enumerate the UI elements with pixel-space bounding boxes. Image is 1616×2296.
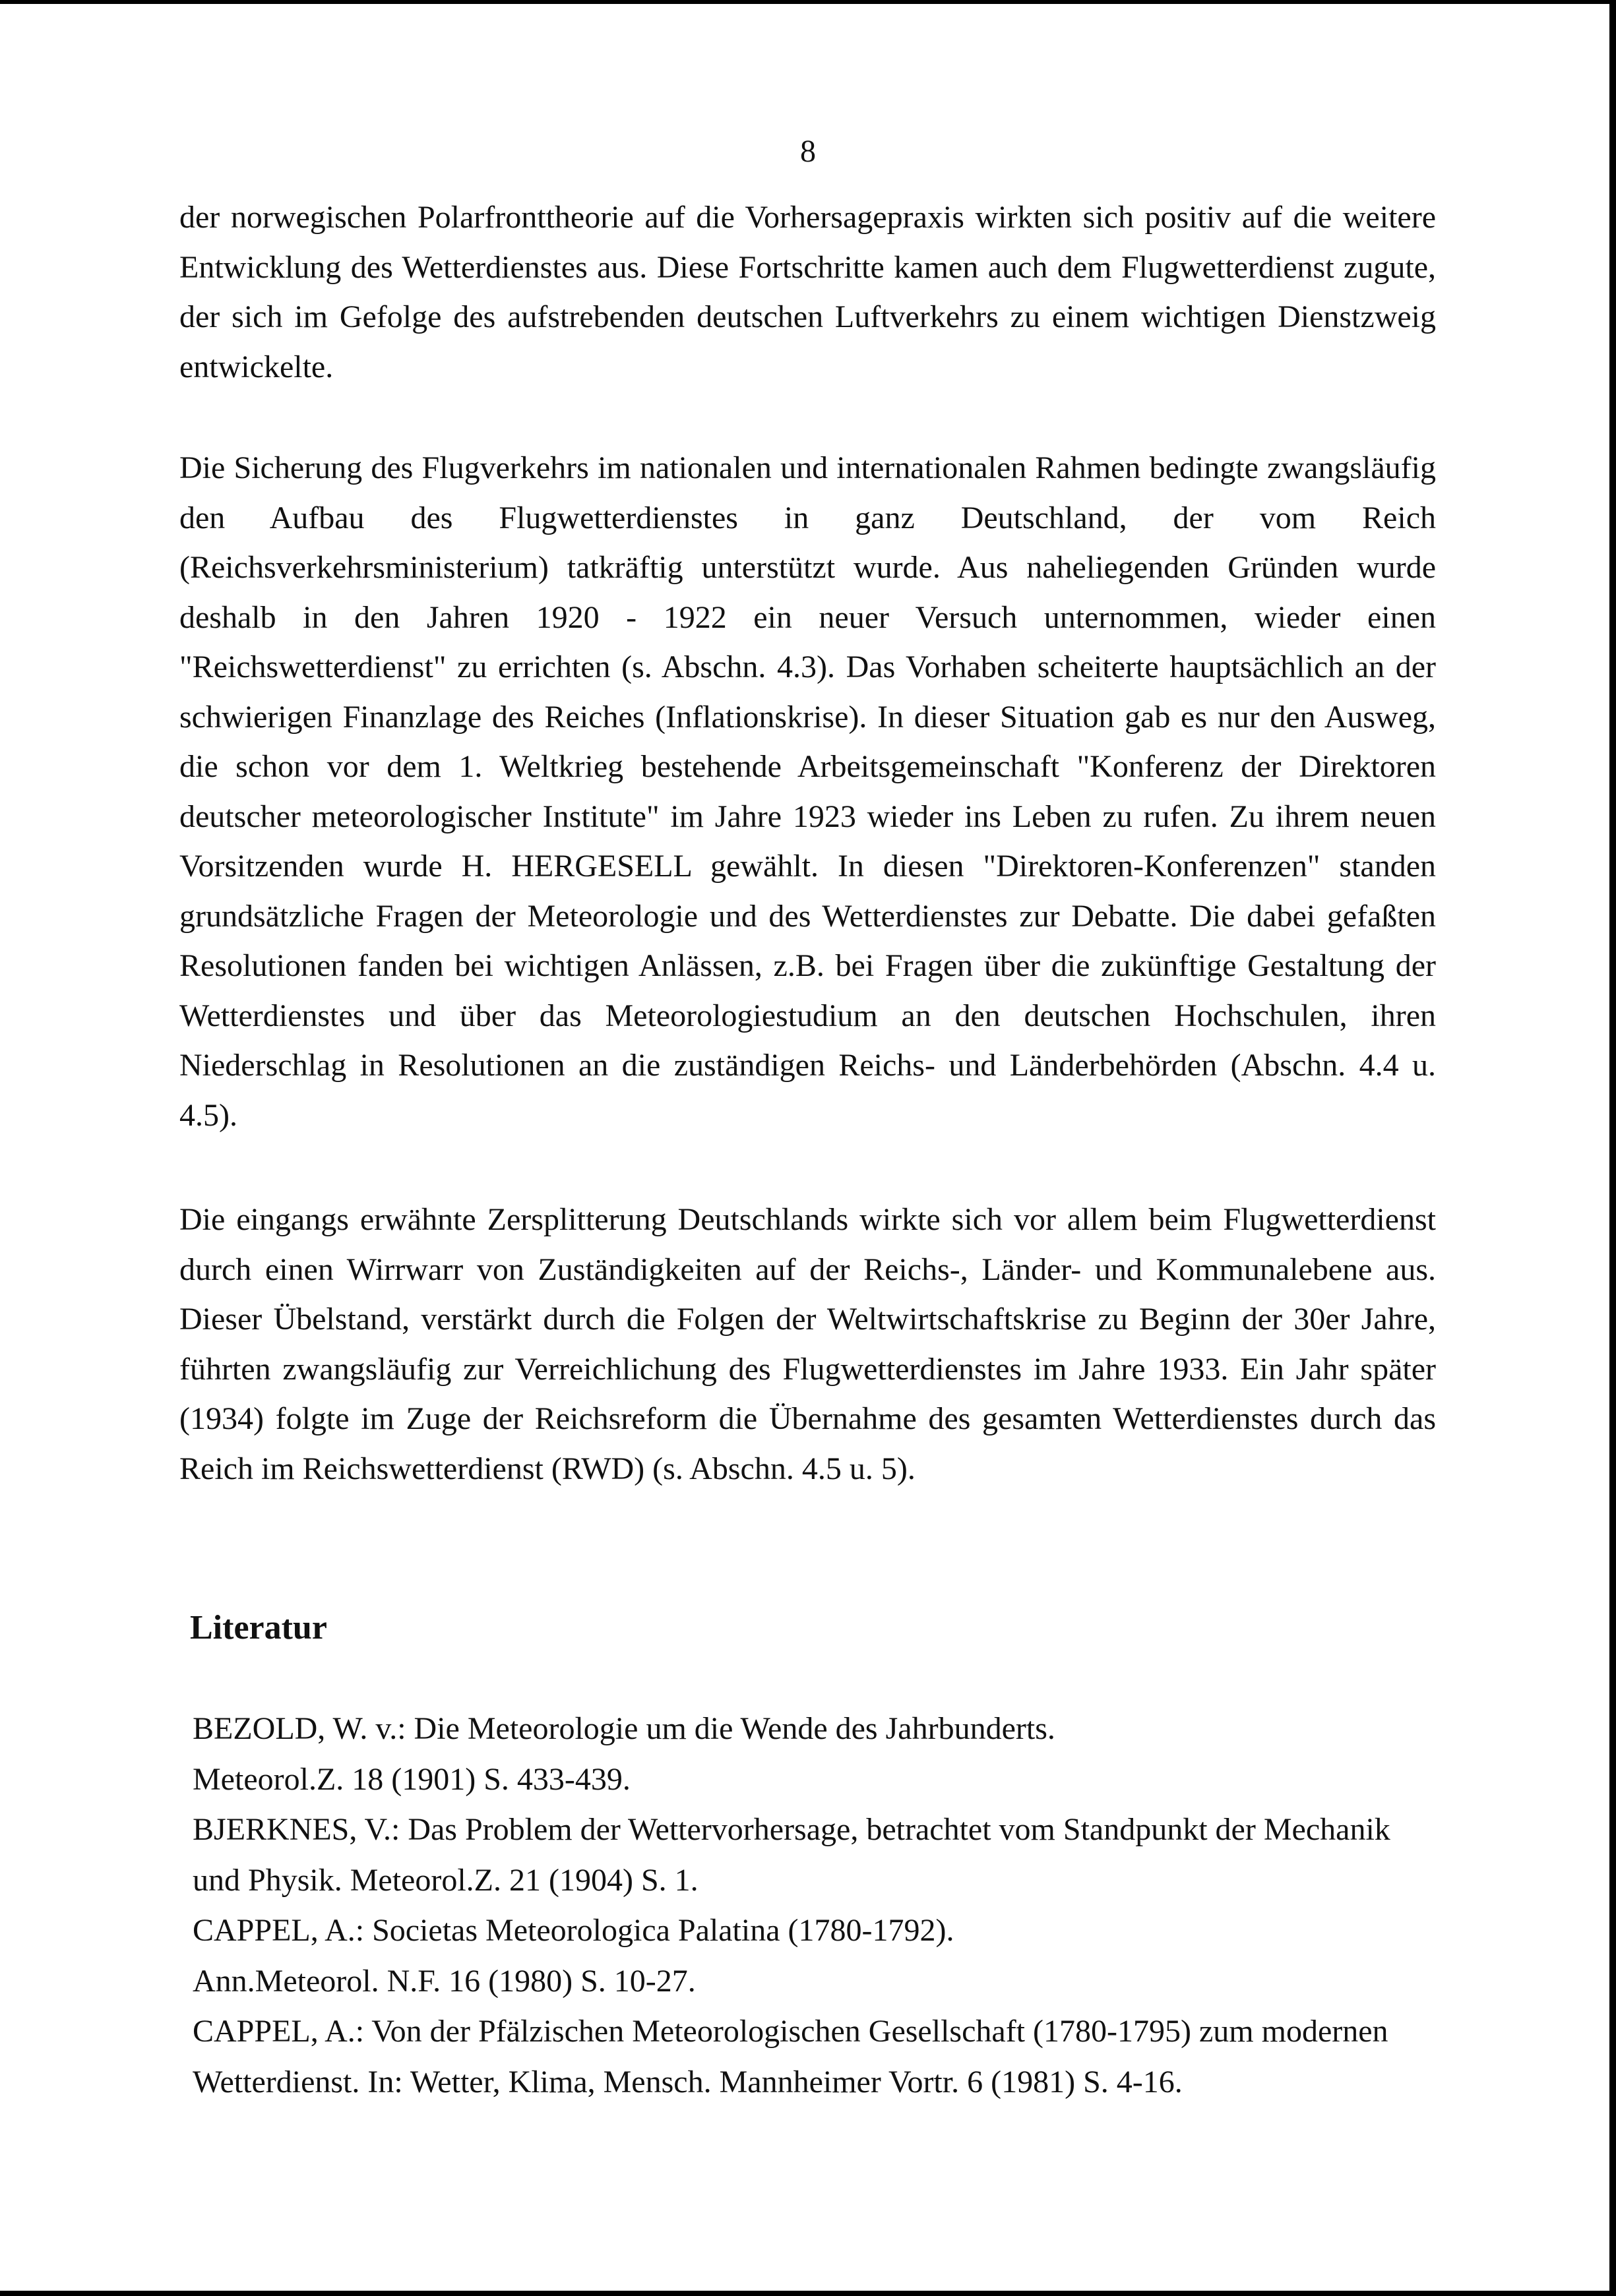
reference-line: Wetterdienst. In: Wetter, Klima, Mensch. Mannheimer Vortr. 6 (1981) S. 4-16. xyxy=(193,2064,1183,2100)
paragraph-flight-weather-service: Die Sicherung des Flugverkehrs im nationalen und internationalen Rahmen bedingte zwangsläufig den Aufbau des Flugwetterdienstes in ganz Deutschland, der vom Reich (Reichsverkehrsministerium) tatkräftig unterstützt wurde. Aus naheliegenden Gründen wurde deshalb in den Jahren 1920 - 1922 ein neuer Versuch unternommen, wieder einen "Reichswetterdienst" zu errichten (s. Abschn. 4.3). Das Vorhaben scheiterte hauptsächlich an der schwierigen Finanzlage des Reiches (Inflationskrise). In dieser Situation gab es nur den Ausweg, die schon vor dem 1. Weltkrieg bestehende Arbeitsgemeinschaft "Konferenz der Direktoren deutscher meteorologischer Institute" im Jahre 1923 wieder ins Leben zu rufen. Zu ihrem neuen Vorsitzenden wurde H. HERGESELL gewählt. In diesen "Direktoren-Konferenzen" standen grundsätzliche Fragen der Meteorologie und des Wetterdienstes zur Debatte. Die dabei gefaßten Resolutionen fanden bei wichtigen Anlässen, z.B. bei Fragen über die zukünftige Gestaltung der Wetterdienstes und über das Meteorologiestudium an den deutschen Hochschulen, ihren Niederschlag in Resolutionen an die zuständigen Reichs- und Länderbehörden (Abschn. 4.4 u. 4.5). xyxy=(179,450,1436,1133)
literature-heading: Literatur xyxy=(190,1609,327,1646)
reference-list xyxy=(193,1704,1479,2107)
reference-item xyxy=(193,1906,1479,2007)
reference-line: CAPPEL, A.: Von der Pfälzischen Meteorologischen Gesellschaft (1780-1795) zum modernen xyxy=(193,2014,1388,2049)
reference-line: BEZOLD, W. v.: Die Meteorologie um die Wende des Jahrbunderts. xyxy=(193,1711,1055,1746)
paragraph-polar-front-theory: der norwegischen Polarfronttheorie auf die Vorhersagepraxis wirkten sich positiv auf die weitere Entwicklung des Wetterdienstes aus. Diese Fortschritte kamen auch dem Flugwetterdienst zugute, der sich im Gefolge des aufstrebenden deutschen Luftverkehrs zu einem wichtigen Dienstzweig entwickelte. xyxy=(179,200,1436,384)
reference-line: Ann.Meteorol. N.F. 16 (1980) S. 10-27. xyxy=(193,1963,696,1999)
reference-item xyxy=(193,1704,1479,1805)
reference-item xyxy=(193,1805,1479,1906)
page-number: 8 xyxy=(800,134,816,169)
paragraph-fragmentation: Die eingangs erwähnte Zersplitterung Deutschlands wirkte sich vor allem beim Flugwetterdienst durch einen Wirrwarr von Zuständigkeiten auf der Reichs-, Länder- und Kommunalebene aus. Dieser Übelstand, verstärkt durch die Folgen der Weltwirtschaftskrise zu Beginn der 30er Jahre, führten zwangsläufig zur Verreichlichung des Flugwetterdienstes im Jahre 1933. Ein Jahr später (1934) folgte im Zuge der Reichsreform die Übernahme des gesamten Wetterdienstes durch das Reich im Reichswetterdienst (RWD) (s. Abschn. 4.5 u. 5). xyxy=(179,1202,1436,1486)
reference-line: BJERKNES, V.: Das Problem der Wettervorhersage, betrachtet vom Standpunkt der Mechanik xyxy=(193,1812,1390,1847)
reference-line: CAPPEL, A.: Societas Meteorologica Palatina (1780-1792). xyxy=(193,1913,954,1948)
reference-line: und Physik. Meteorol.Z. 21 (1904) S. 1. xyxy=(193,1862,699,1898)
reference-item xyxy=(193,2007,1479,2107)
reference-line: Meteorol.Z. 18 (1901) S. 433-439. xyxy=(193,1761,631,1797)
